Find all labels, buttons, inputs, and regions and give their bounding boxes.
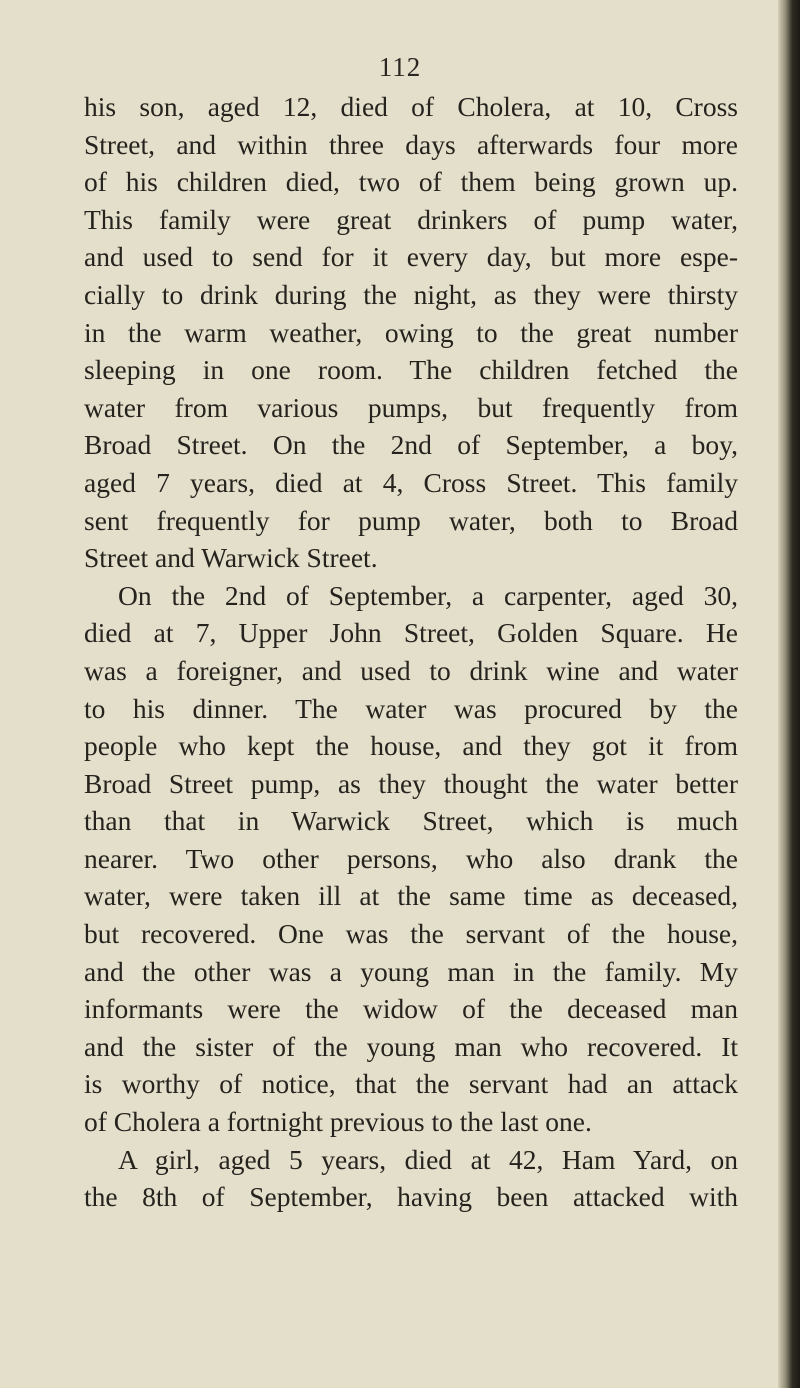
body-text: [84, 88, 738, 1216]
text-line: Street, and within three days afterwards four more: [84, 128, 738, 160]
text-line: A girl, aged 5 years, died at 42, Ham Yard, on: [118, 1143, 738, 1175]
text-line: informants were the widow of the deceased man: [84, 993, 738, 1025]
text-line: in the warm weather, owing to the great number: [84, 316, 738, 348]
text-line: This family were great drinkers of pump water,: [84, 203, 738, 235]
page-binding-edge: [778, 0, 800, 1388]
text-line: water, were taken ill at the same time as deceased,: [84, 880, 738, 912]
text-line: of his children died, two of them being grown up.: [84, 166, 738, 198]
page-number: 112: [378, 52, 422, 82]
text-line: On the 2nd of September, a carpenter, aged 30,: [118, 579, 738, 611]
text-line: Broad Street. On the 2nd of September, a boy,: [84, 429, 738, 461]
text-line: Broad Street pump, as they thought the water better: [84, 767, 738, 799]
text-line: nearer. Two other persons, who also drank the: [84, 842, 738, 874]
text-line: but recovered. One was the servant of the house,: [84, 918, 738, 950]
text-line: and the sister of the young man who recovered. It: [84, 1030, 738, 1062]
text-line: water from various pumps, but frequently from: [84, 391, 738, 423]
text-line: sent frequently for pump water, both to Broad: [84, 504, 738, 536]
text-line: sleeping in one room. The children fetched the: [84, 354, 738, 386]
text-line: people who kept the house, and they got it from: [84, 730, 738, 762]
text-line: died at 7, Upper John Street, Golden Square. He: [84, 617, 738, 649]
text-line: than that in Warwick Street, which is much: [84, 805, 738, 837]
text-line: Street and Warwick Street.: [84, 542, 378, 574]
text-line: the 8th of September, having been attacked with: [84, 1181, 738, 1213]
text-line: aged 7 years, died at 4, Cross Street. This family: [84, 466, 738, 498]
text-line: and used to send for it every day, but more espe-: [84, 241, 738, 273]
text-line: was a foreigner, and used to drink wine and water: [84, 654, 738, 686]
text-line: and the other was a young man in the family. My: [84, 955, 738, 987]
text-line: to his dinner. The water was procured by the: [84, 692, 738, 724]
text-line: his son, aged 12, died of Cholera, at 10, Cross: [84, 91, 738, 122]
text-line: of Cholera a fortnight previous to the last one.: [84, 1106, 592, 1138]
text-line: cially to drink during the night, as they were thirsty: [84, 278, 738, 310]
text-line: is worthy of notice, that the servant had an attack: [84, 1068, 738, 1100]
